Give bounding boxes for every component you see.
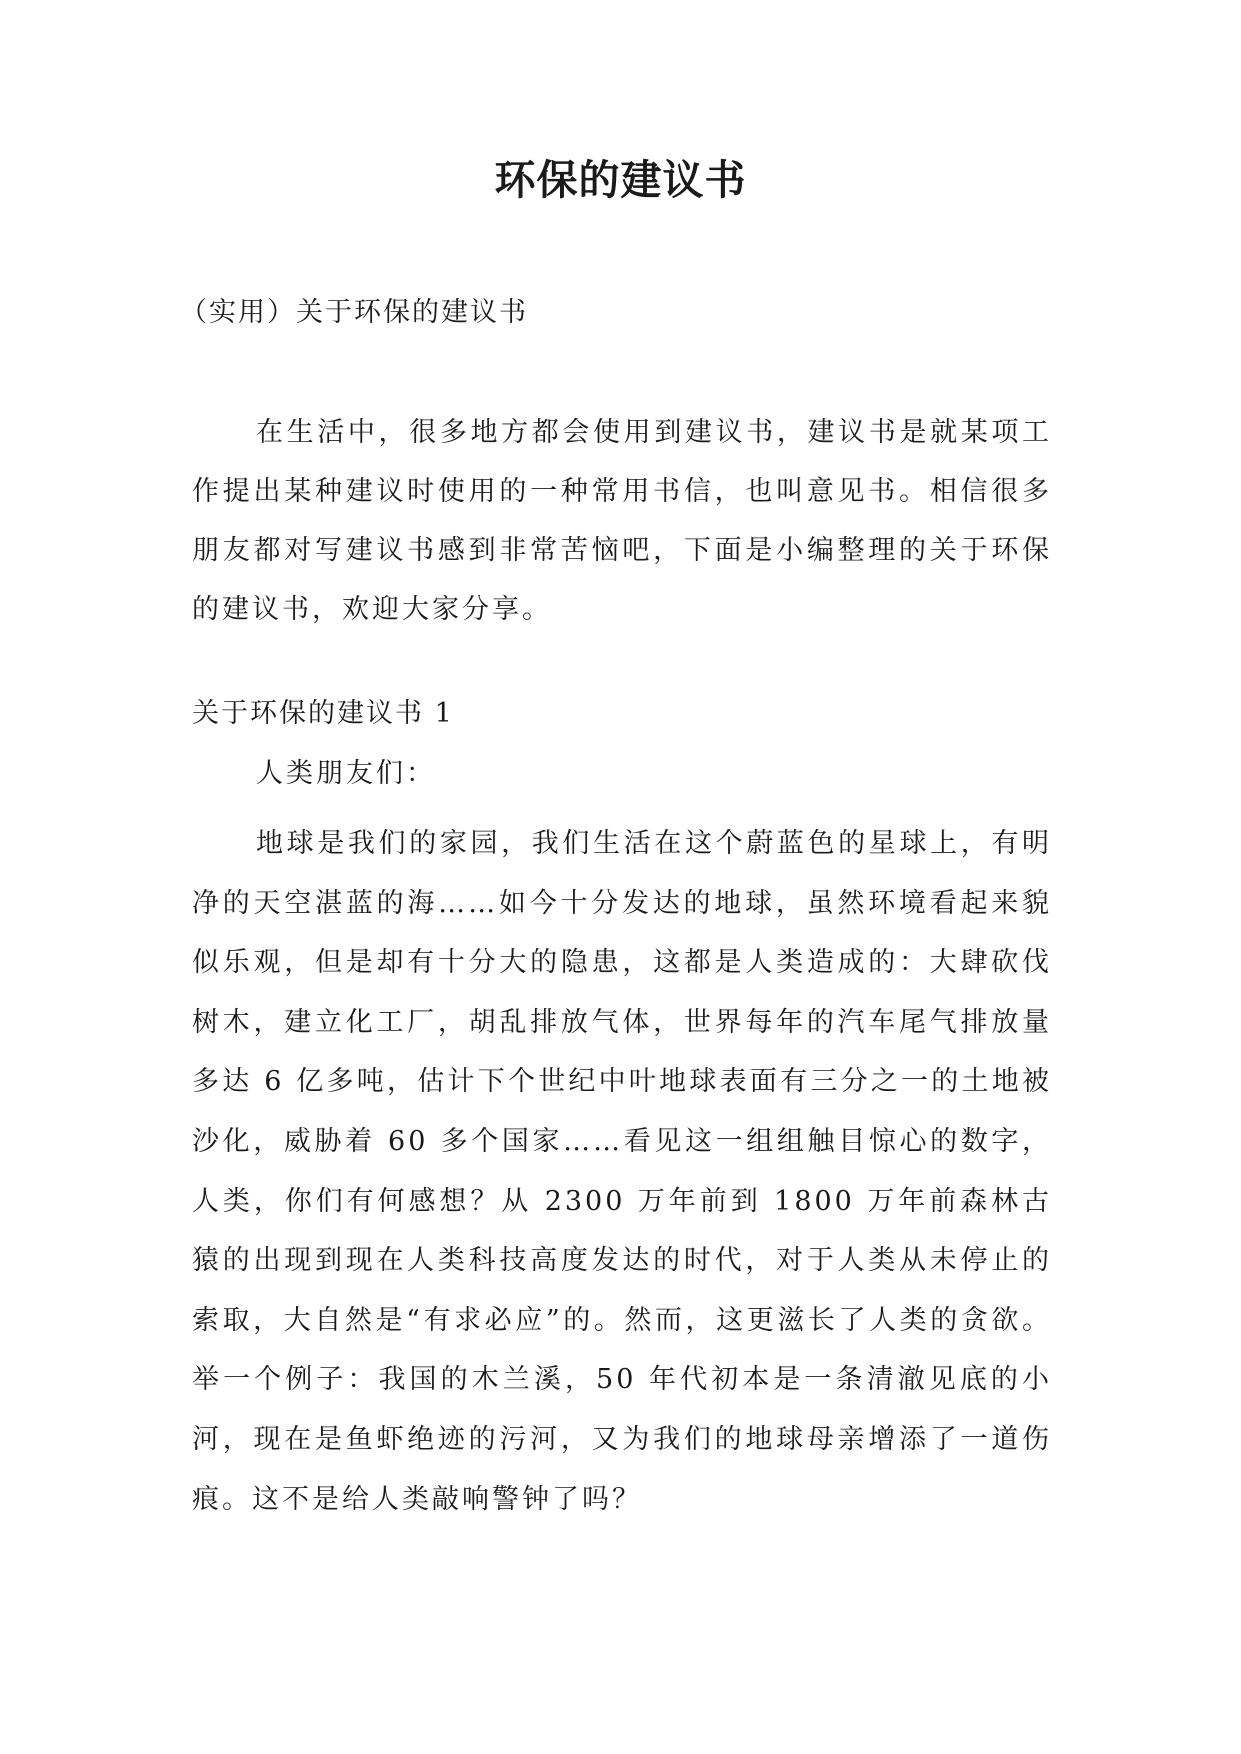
- body-paragraph: 地球是我们的家园，我们生活在这个蔚蓝色的星球上，有明净的天空湛蓝的海……如今十分发达的地球，虽然环境看起来貌似乐观，但是却有十分大的隐患，这都是人类造成的：大肆砍伐树木，建立化工厂，胡乱排放气体，世界每年的汽车尾气排放量多达 6 亿多吨，估计下个世纪中叶地球表面有三分之一的土地被沙化，威胁着 60 多个国家……看见这一组组触目惊心的数字，人类，你们有何感想？从 2300 万年前到 1800 万年前森林古猿的出现到现在人类科技高度发达的时代，对于人类从未停止的索取，大自然是“有求必应”的。然而，这更滋长了人类的贪欲。举一个例子：我国的木兰溪，50 年代初本是一条清澈见底的小河，现在是鱼虾绝迹的污河，又为我们的地球母亲增添了一道伤痕。这不是给人类敲响警钟了吗？: [192, 828, 1052, 1515]
- section-heading: 关于环保的建议书 1: [192, 698, 454, 729]
- document-subtitle: （实用）关于环保的建议书: [180, 297, 528, 328]
- document-title: 环保的建议书: [494, 156, 747, 204]
- letter-salutation: 人类朋友们：: [256, 758, 436, 789]
- intro-paragraph: 在生活中，很多地方都会使用到建议书，建议书是就某项工作提出某种建议时使用的一种常用书信，也叫意见书。相信很多朋友都对写建议书感到非常苦恼吧，下面是小编整理的关于环保的建议书，欢迎大家分享。: [192, 417, 1052, 625]
